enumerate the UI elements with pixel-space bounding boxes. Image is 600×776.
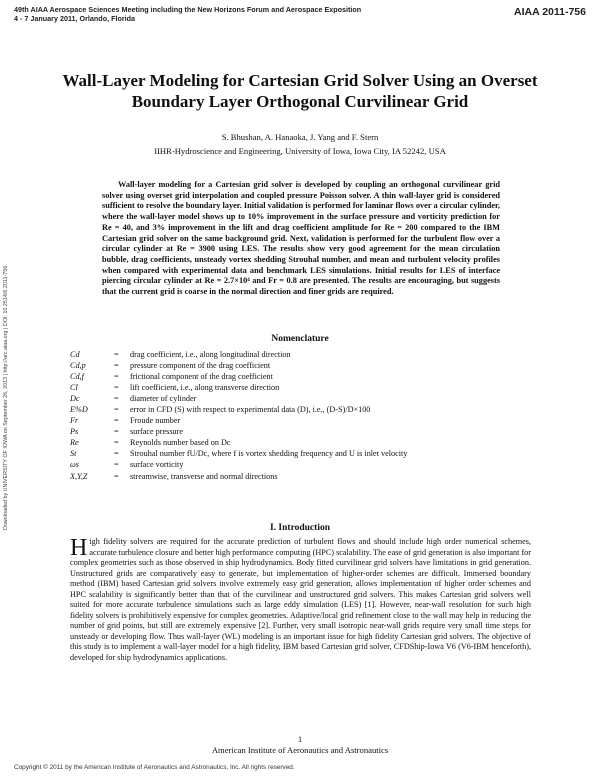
nomenclature-description: diameter of cylinder — [130, 394, 197, 404]
nomenclature-description: error in CFD (S) with respect to experimental data (D), i.e., (D-S)/D×100 — [130, 405, 371, 415]
introduction-text: igh fidelity solvers are required for the accurate prediction of turbulent flows and should include high order numerical schemes, accurate turbulence closure and better high performance computing (HPC) scalability. The ease of grid generation is also important for complex geometries such as those observed in ship hydrodynamics. Body fitted curvilinear grid solvers have limitations in grid generation. Unstructured grids are comparatively easy to generate, but implementation of higher-order schemes are difficult. Immersed boundary method (IBM) based Cartesian grid solvers involve extremely easy grid generation, allows implementation of higher order schemes and HPC scalability is significantly better than that of the curvilinear and unstructured grid solvers. This makes Cartesian grid solvers well suited for more accurate turbulence simulations such as large eddy simulation (LES) [1]. However, near-wall resolution for such high fidelity solvers is prohibitively expensive for complex geometries. Adaptive/local grid refinement close to the wall may help in reducing the number of grid points, but still are extremely expensive [2]. Further, very small isotropic near-wall grids require very small time steps for unsteady or developing flow. Thus wall-layer (WL) modeling is an important issue for high fidelity Cartesian grid solvers. The objective of this study is to implement a wall-layer model for a high fidelity, IBM based Cartesian grid solver, CFDShip-Iowa V6 (V6-IBM henceforth), developed for ship hydrodynamics applications. — [70, 537, 531, 663]
conference-line-1: 49th AIAA Aerospace Sciences Meeting including the New Horizons Forum and Aerospace Exposition — [14, 5, 362, 14]
conference-header — [14, 6, 361, 23]
nomenclature-row — [70, 393, 407, 404]
footer-organization: American Institute of Aeronautics and Astronautics — [211, 745, 389, 755]
nomenclature-symbol: Re — [70, 438, 79, 448]
nomenclature-symbol: Cd — [70, 350, 80, 359]
copyright-notice: Copyright © 2011 by the American Institute of Aeronautics and Astronautics, Inc. All rights reserved. — [14, 764, 295, 771]
nomenclature-equals: = — [114, 394, 119, 404]
download-sidebar — [3, 230, 13, 530]
nomenclature-equals: = — [114, 471, 119, 481]
nomenclature-equals: = — [114, 416, 119, 426]
nomenclature-description: frictional component of the drag coefficient — [130, 372, 273, 382]
nomenclature-equals: = — [114, 383, 119, 393]
nomenclature-row — [70, 382, 407, 393]
nomenclature-equals: = — [114, 372, 119, 382]
page-number: 1 — [297, 734, 303, 744]
nomenclature-symbol: Dc — [70, 394, 80, 404]
nomenclature-equals: = — [114, 449, 119, 459]
nomenclature-symbol: Cd,p — [70, 361, 86, 371]
nomenclature-description: Froude number — [130, 416, 181, 426]
paper-title: Wall-Layer Modeling for Cartesian Grid Solver Using an Overset Boundary Layer Orthogonal Curvilinear Grid — [62, 71, 538, 111]
nomenclature-symbol: Fr — [70, 416, 79, 426]
drop-cap: H — [70, 535, 88, 561]
nomenclature-description: surface pressure — [130, 427, 183, 437]
nomenclature-description: lift coefficient, i.e., along transverse direction — [130, 383, 280, 393]
nomenclature-equals: = — [114, 460, 119, 470]
paper-authors: S. Bhushan, A. Hanaoka, J. Yang and F. Stern — [221, 132, 379, 142]
nomenclature-row — [70, 360, 407, 371]
nomenclature-description: streamwise, transverse and normal directions — [130, 471, 278, 481]
nomenclature-row — [70, 371, 407, 382]
paper-number: AIAA 2011-756 — [514, 6, 586, 18]
nomenclature-description: pressure component of the drag coefficient — [130, 361, 271, 371]
nomenclature-equals: = — [114, 405, 119, 415]
download-sidebar-text: Downloaded by UNIVERSITY OF IOWA on September 26, 2013 | http://arc.aiaa.org | DOI: 10.2514/6.2011-756 — [3, 265, 9, 530]
nomenclature-symbol: ωs — [70, 460, 79, 470]
nomenclature-row — [70, 448, 407, 459]
nomenclature-symbol: Ps — [70, 427, 79, 437]
nomenclature-symbol: X,Y,Z — [70, 471, 88, 481]
conference-line-2: 4 - 7 January 2011, Orlando, Florida — [14, 13, 136, 23]
nomenclature-equals: = — [114, 361, 119, 371]
nomenclature-row — [70, 415, 407, 426]
nomenclature-equals: = — [114, 427, 119, 437]
nomenclature-symbol: St — [70, 449, 77, 459]
abstract: Wall-layer modeling for a Cartesian grid solver is developed by coupling an orthogonal curvilinear grid solver using overset grid interpolation and coupled pressure Poisson solver. A thin wall-layer grid is considered sufficient to resolve the boundary layer. Initial validation is performed for laminar flows over a circular cylinder, where the wall-layer model shows up to 10% improvement in the surface pressure and vorticity prediction for Re = 40, and 3% improvement in the lift and drag coefficient amplitude for Re = 200 compared to the IBM Cartesian grid solver on the same background grid. Next, validation is performed for the turbulent flow over a circular cylinder at Re = 3900 using LES. The results show very good agreement for the mean circulation bubble, drag coefficients, unsteady vortex shedding Strouhal number, and mean and turbulent velocity profiles when compared with experimental data and benchmark LES simulations. Initial results for LES of interface piercing circular cylinder at Re = 2.7×10⁴ and Fr = 0.8 are presented. The results are encouraging, but suggests that the current grid is coarse in the normal direction and finer grids are required. — [102, 180, 500, 297]
introduction-heading: I. Introduction — [269, 523, 330, 533]
nomenclature-equals: = — [114, 438, 119, 448]
nomenclature-row — [70, 426, 407, 437]
nomenclature-row — [70, 437, 407, 448]
nomenclature-row — [70, 349, 407, 360]
nomenclature-title: Nomenclature — [271, 334, 329, 344]
nomenclature-description: Reynolds number based on Dc — [130, 438, 231, 448]
nomenclature-equals: = — [114, 350, 119, 359]
nomenclature-description: surface vorticity — [130, 460, 184, 470]
nomenclature-description: Strouhal number fU/Dc, where f is vortex shedding frequency and U is inlet velocity — [130, 449, 408, 459]
nomenclature-row — [70, 471, 407, 482]
introduction-body — [70, 537, 531, 664]
paper-affiliation: IIHR-Hydroscience and Engineering, University of Iowa, Iowa City, IA 52242, USA — [154, 146, 446, 156]
nomenclature-list — [70, 349, 407, 482]
nomenclature-symbol: Cl — [70, 383, 78, 393]
nomenclature-symbol: E%D — [70, 405, 88, 415]
nomenclature-description: drag coefficient, i.e., along longitudinal direction — [130, 350, 291, 359]
nomenclature-symbol: Cd,f — [70, 372, 84, 382]
nomenclature-row — [70, 404, 407, 415]
nomenclature-row — [70, 459, 407, 470]
